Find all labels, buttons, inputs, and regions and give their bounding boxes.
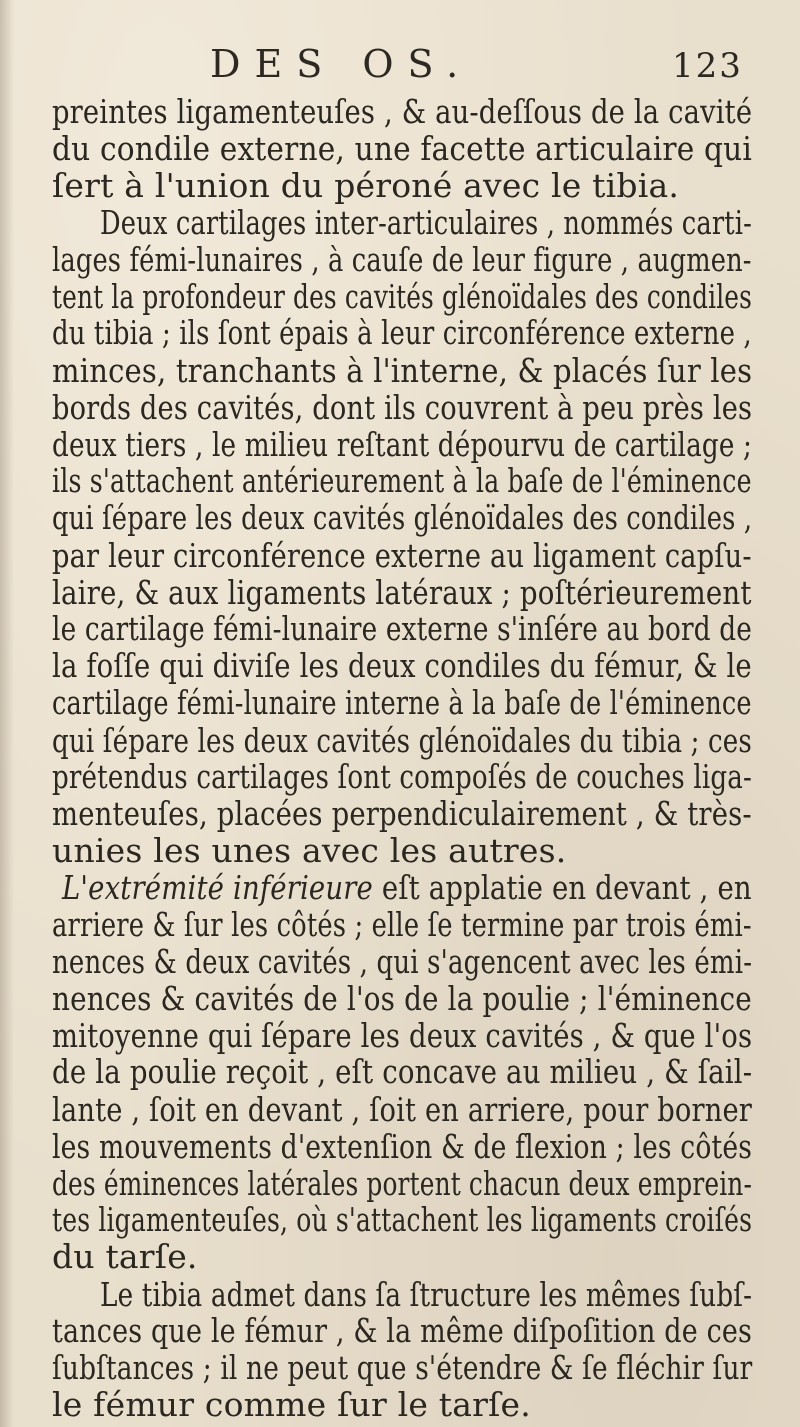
text-line: la foſſe qui diviſe les deux condiles du fémur, & le (52, 646, 752, 686)
text-line: le fémur comme ſur le tarſe. (52, 1385, 531, 1424)
page-number: 123 (672, 46, 743, 86)
text-line: du condile externe, une facette articulaire qui (52, 128, 753, 168)
text-line: de la poulie reçoit , eſt concave au milieu , & ſail- (52, 1052, 753, 1092)
text-line: cartilage fémi-lunaire interne à la baſe de l'éminence (52, 682, 752, 722)
text-line: nences & deux cavités , qui s'agencent avec les émi- (52, 942, 753, 982)
text-line: le cartilage fémi-lunaire externe s'inſére au bord de (52, 609, 752, 649)
italic-phrase: L'extrémité inférieure (62, 867, 373, 907)
text-line: lages fémi-lunaires , à cauſe de leur figure , augmen- (52, 239, 752, 279)
text-line: ils s'attachent antérieurement à la baſe de l'éminence (52, 461, 752, 501)
text-line: ſert à l'union du péroné avec le tibia. (52, 165, 680, 205)
text-line: unies les unes avec les autres. (52, 830, 567, 870)
text-line: par leur circonférence externe au ligament capſu- (52, 535, 752, 575)
text-line: ſubſtances ; il ne peut que s'étendre & ſe fléchir ſur (52, 1348, 753, 1388)
text-line: qui ſépare les deux cavités glénoïdales des condiles , (52, 498, 753, 538)
text-line: du tibia ; ils ſont épais à leur circonférence externe , (52, 313, 752, 353)
text-line (62, 868, 752, 908)
text-line: minces, tranchants à l'interne, & placés ſur les (52, 351, 753, 391)
text-line: tent la profondeur des cavités glénoïdales des condiles (52, 276, 753, 316)
text-line: arriere & ſur les côtés ; elle ſe termine par trois émi- (52, 905, 752, 945)
text-line: prétendus cartilages ſont compoſés de couches liga- (52, 757, 752, 797)
text-line: du tarſe. (52, 1237, 198, 1277)
text-line: tes ligamenteuſes, où s'attachent les ligaments croiſés (52, 1200, 753, 1240)
text-line: les mouvements d'extenſion & de flexion ; les côtés (52, 1126, 753, 1166)
text-line: menteuſes, placées perpendiculairement , & très- (52, 794, 752, 834)
text-line: preintes ligamenteuſes , & au-deſſous de la cavité (52, 92, 753, 131)
text-line: qui ſépare les deux cavités glénoïdales du tibia ; ces (52, 720, 752, 760)
text-line: laire, & aux ligaments latéraux ; poſtérieurement (52, 572, 752, 612)
text-line: bords des cavités, dont ils couvrent à peu près les (52, 387, 753, 427)
text-line: nences & cavités de l'os de la poulie ; l'éminence (52, 978, 752, 1018)
running-head: DES OS. (210, 42, 473, 86)
text-line: des éminences latérales portent chacun deux emprein- (52, 1163, 752, 1203)
text-line: deux tiers , le milieu reſtant dépourvu de cartilage ; (52, 424, 753, 464)
text-line: mitoyenne qui ſépare les deux cavités , & que l'os (52, 1015, 753, 1055)
page-gutter-shadow (0, 0, 14, 1427)
text-line: Deux cartilages inter-articulaires , nommés carti- (100, 203, 752, 243)
text-line-rest: eſt applatie en devant , en (372, 867, 752, 907)
text-line: lante , ſoit en devant , ſoit en arriere, pour borner (52, 1089, 753, 1129)
page-header (0, 42, 800, 92)
text-line: Le tibia admet dans ſa ſtructure les mêmes ſubſ- (100, 1274, 753, 1314)
text-line: tances que le fémur , & la même diſpoſition de ces (52, 1311, 753, 1351)
